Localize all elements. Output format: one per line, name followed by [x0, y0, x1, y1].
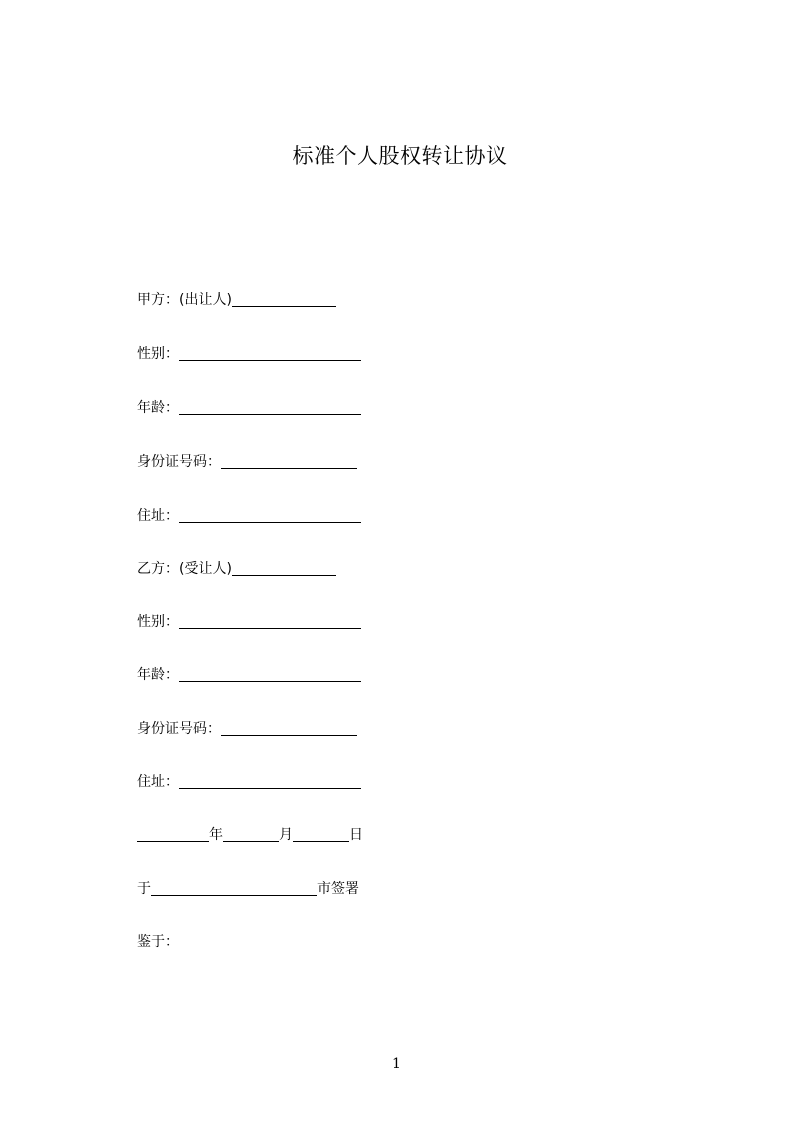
party-a-id-line [137, 452, 357, 472]
whereas-heading [137, 932, 179, 952]
place-line [137, 879, 359, 899]
month-label: 月 [279, 827, 293, 843]
party-a-address-blank[interactable] [179, 508, 361, 523]
party-a-address-line [137, 506, 361, 526]
party-a-gender-blank[interactable] [179, 346, 361, 361]
party-b-age-line [137, 665, 361, 685]
whereas-label: 鉴于： [137, 934, 179, 950]
party-a-name-blank[interactable] [232, 292, 336, 307]
party-a-label: 甲方：(出让人) [137, 292, 232, 308]
party-b-age-label: 年龄： [137, 667, 179, 683]
party-b-label: 乙方：(受让人) [137, 561, 232, 577]
city-blank[interactable] [151, 881, 317, 896]
party-b-address-blank[interactable] [179, 774, 361, 789]
party-a-address-label: 住址： [137, 508, 179, 524]
party-a-line [137, 290, 336, 310]
party-a-gender-label: 性别： [137, 346, 179, 362]
party-a-age-label: 年龄： [137, 400, 179, 416]
party-b-id-label: 身份证号码： [137, 721, 221, 737]
party-a-age-blank[interactable] [179, 400, 361, 415]
year-blank[interactable] [137, 827, 209, 842]
party-b-gender-line [137, 612, 361, 632]
place-prefix: 于 [137, 881, 151, 897]
party-b-id-blank[interactable] [221, 721, 357, 736]
party-b-gender-label: 性别： [137, 614, 179, 630]
party-b-line [137, 559, 336, 579]
party-a-gender-line [137, 344, 361, 364]
party-b-id-line [137, 719, 357, 739]
place-suffix: 市签署 [317, 881, 359, 897]
party-b-address-label: 住址： [137, 774, 179, 790]
party-b-address-line [137, 772, 361, 792]
party-a-id-label: 身份证号码： [137, 454, 221, 470]
day-label: 日 [349, 827, 363, 843]
page-number: 1 [392, 1056, 401, 1072]
month-blank[interactable] [223, 827, 279, 842]
year-label: 年 [209, 827, 223, 843]
document-title: 标准个人股权转让协议 [292, 144, 508, 168]
date-line [137, 825, 363, 845]
party-b-name-blank[interactable] [232, 561, 336, 576]
party-a-id-blank[interactable] [221, 454, 357, 469]
party-b-age-blank[interactable] [179, 667, 361, 682]
party-b-gender-blank[interactable] [179, 614, 361, 629]
party-a-age-line [137, 398, 361, 418]
day-blank[interactable] [293, 827, 349, 842]
